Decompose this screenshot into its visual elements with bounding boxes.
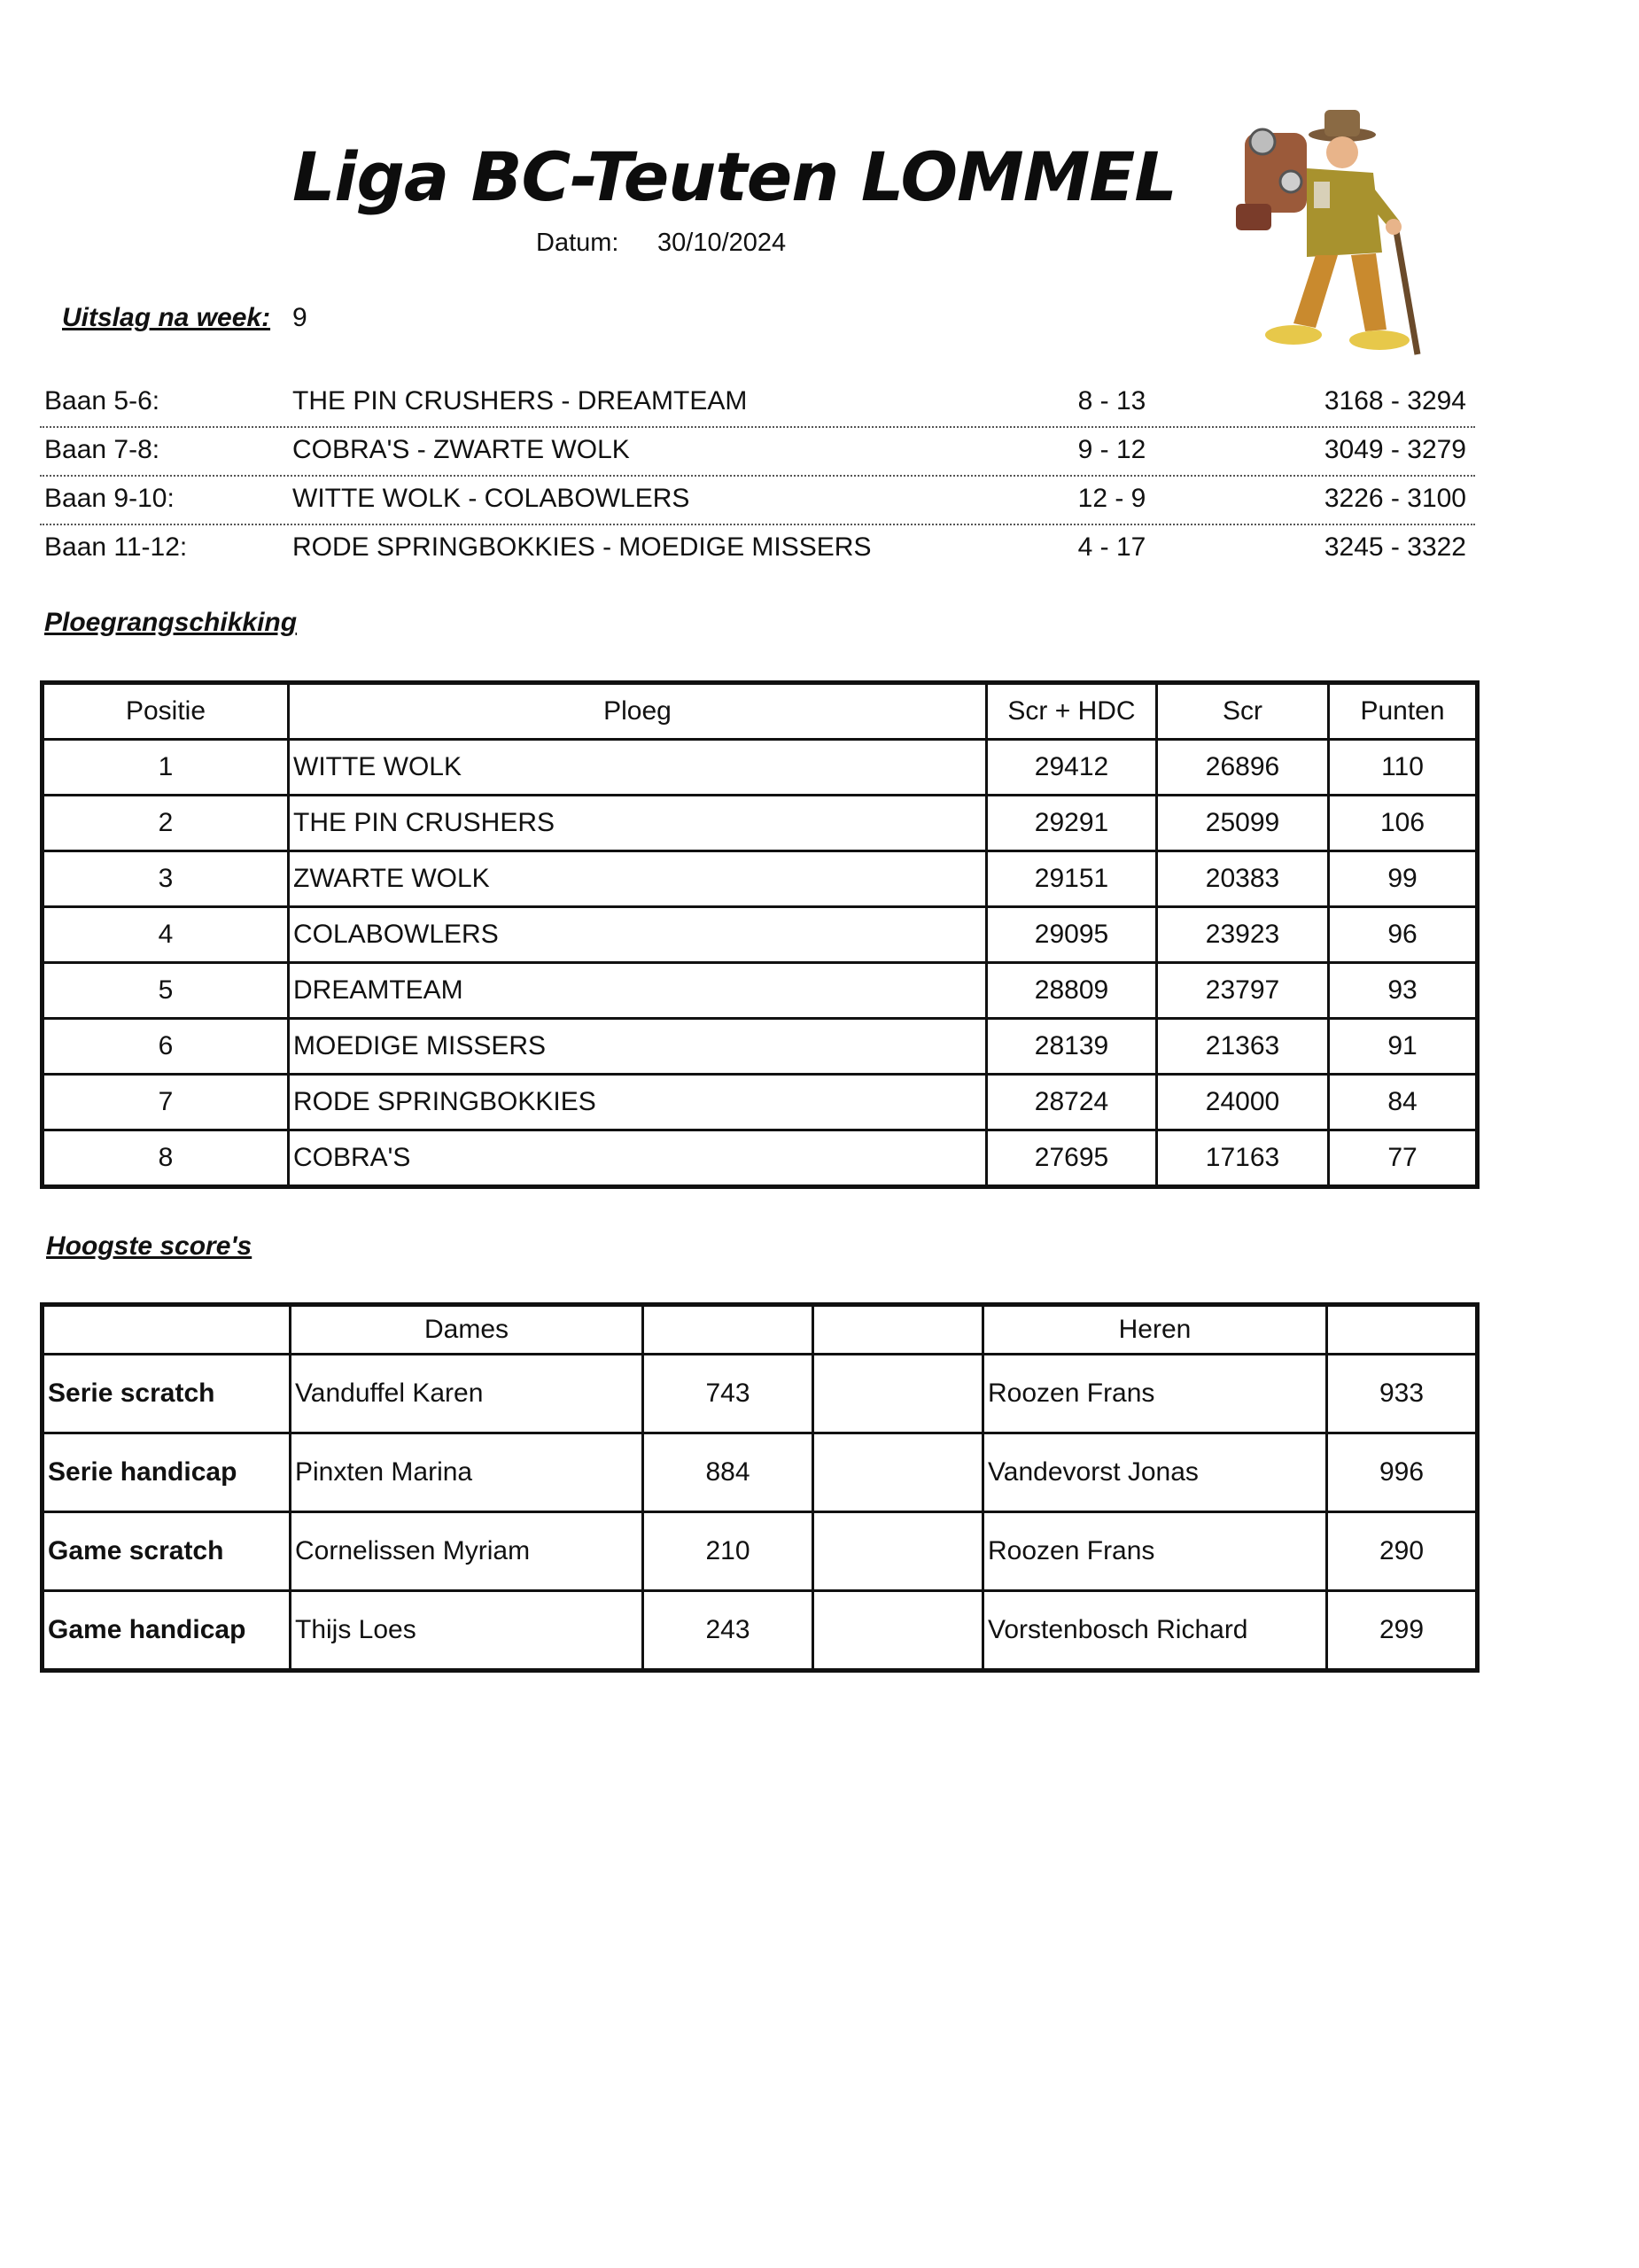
col-header-heren: Heren xyxy=(983,1305,1327,1355)
cell-points: 84 xyxy=(1329,1075,1478,1130)
cell-position: 3 xyxy=(43,851,289,907)
cell-category: Serie scratch xyxy=(43,1355,291,1433)
match-row xyxy=(40,477,1475,525)
cell-position: 8 xyxy=(43,1130,289,1187)
cell-position: 1 xyxy=(43,740,289,796)
match-points: 4 - 17 xyxy=(1077,532,1146,562)
match-scores: 3049 - 3279 xyxy=(1324,435,1466,464)
table-row xyxy=(43,1130,1478,1187)
cell-scr-hdc: 29291 xyxy=(987,796,1157,851)
table-row xyxy=(43,1075,1478,1130)
match-scores: 3226 - 3100 xyxy=(1324,484,1466,513)
cell-position: 5 xyxy=(43,963,289,1019)
cell-scr-hdc: 28139 xyxy=(987,1019,1157,1075)
match-scores: 3168 - 3294 xyxy=(1324,386,1466,416)
cell-team: MOEDIGE MISSERS xyxy=(289,1019,987,1075)
date-label: Datum: xyxy=(536,229,619,257)
highscore-table xyxy=(40,1302,1480,1673)
cell-scr: 17163 xyxy=(1157,1130,1329,1187)
col-header-dames: Dames xyxy=(291,1305,643,1355)
match-teams: THE PIN CRUSHERS - DREAMTEAM xyxy=(292,386,748,416)
highscore-header-row xyxy=(43,1305,1478,1355)
page-title: Liga BC-Teuten LOMMEL xyxy=(292,137,1177,216)
cell-points: 99 xyxy=(1329,851,1478,907)
cell-position: 6 xyxy=(43,1019,289,1075)
table-row xyxy=(43,1433,1478,1512)
table-row xyxy=(43,1019,1478,1075)
table-row xyxy=(43,1355,1478,1433)
match-row xyxy=(40,525,1475,572)
cell-points: 91 xyxy=(1329,1019,1478,1075)
cell-team: COBRA'S xyxy=(289,1130,987,1187)
cell-heren-name: Vorstenbosch Richard xyxy=(983,1591,1327,1671)
cell-dames-score: 884 xyxy=(643,1433,813,1512)
ranking-table xyxy=(40,680,1480,1189)
empty-cell xyxy=(643,1305,813,1355)
ranking-label: Ploegrangschikking xyxy=(44,608,298,637)
table-row xyxy=(43,1512,1478,1591)
cell-position: 4 xyxy=(43,907,289,963)
ranking-header-row xyxy=(43,683,1478,740)
cell-points: 106 xyxy=(1329,796,1478,851)
date-value: 30/10/2024 xyxy=(657,229,787,257)
cell-dames-name: Cornelissen Myriam xyxy=(291,1512,643,1591)
empty-cell xyxy=(813,1305,983,1355)
cell-team: ZWARTE WOLK xyxy=(289,851,987,907)
match-points: 9 - 12 xyxy=(1077,435,1146,464)
cell-team: THE PIN CRUSHERS xyxy=(289,796,987,851)
cell-dames-score: 210 xyxy=(643,1512,813,1591)
match-lane: Baan 11-12: xyxy=(44,532,188,562)
cell-category: Serie handicap xyxy=(43,1433,291,1512)
match-teams: WITTE WOLK - COLABOWLERS xyxy=(292,484,690,513)
cell-dames-name: Vanduffel Karen xyxy=(291,1355,643,1433)
table-row xyxy=(43,851,1478,907)
match-row xyxy=(40,379,1475,428)
cell-heren-name: Roozen Frans xyxy=(983,1355,1327,1433)
cell-points: 96 xyxy=(1329,907,1478,963)
cell-scr: 24000 xyxy=(1157,1075,1329,1130)
cell-heren-name: Vandevorst Jonas xyxy=(983,1433,1327,1512)
cell-dames-score: 743 xyxy=(643,1355,813,1433)
empty-cell xyxy=(43,1305,291,1355)
empty-cell xyxy=(813,1591,983,1671)
cell-position: 2 xyxy=(43,796,289,851)
cell-scr-hdc: 27695 xyxy=(987,1130,1157,1187)
cell-scr: 20383 xyxy=(1157,851,1329,907)
empty-cell xyxy=(813,1433,983,1512)
highscore-label: Hoogste score's xyxy=(46,1231,252,1261)
cell-points: 110 xyxy=(1329,740,1478,796)
cell-heren-score: 299 xyxy=(1327,1591,1478,1671)
cell-scr-hdc: 28809 xyxy=(987,963,1157,1019)
week-label: Uitslag na week: xyxy=(62,303,271,332)
cell-dames-name: Pinxten Marina xyxy=(291,1433,643,1512)
col-header-ploeg: Ploeg xyxy=(289,683,987,740)
cell-heren-score: 290 xyxy=(1327,1512,1478,1591)
empty-cell xyxy=(813,1355,983,1433)
cell-team: RODE SPRINGBOKKIES xyxy=(289,1075,987,1130)
match-teams: COBRA'S - ZWARTE WOLK xyxy=(292,435,630,464)
cell-scr: 25099 xyxy=(1157,796,1329,851)
cell-scr: 23923 xyxy=(1157,907,1329,963)
cell-heren-name: Roozen Frans xyxy=(983,1512,1327,1591)
cell-scr-hdc: 29412 xyxy=(987,740,1157,796)
cell-scr-hdc: 29151 xyxy=(987,851,1157,907)
empty-cell xyxy=(813,1512,983,1591)
cell-scr: 23797 xyxy=(1157,963,1329,1019)
cell-scr: 21363 xyxy=(1157,1019,1329,1075)
cell-category: Game handicap xyxy=(43,1591,291,1671)
table-row xyxy=(43,740,1478,796)
match-lane: Baan 7-8: xyxy=(44,435,160,464)
match-scores: 3245 - 3322 xyxy=(1324,532,1466,562)
col-header-scr: Scr xyxy=(1157,683,1329,740)
cell-points: 93 xyxy=(1329,963,1478,1019)
table-row xyxy=(43,796,1478,851)
cell-points: 77 xyxy=(1329,1130,1478,1187)
match-teams: RODE SPRINGBOKKIES - MOEDIGE MISSERS xyxy=(292,532,872,562)
cell-category: Game scratch xyxy=(43,1512,291,1591)
cell-team: DREAMTEAM xyxy=(289,963,987,1019)
match-lane: Baan 9-10: xyxy=(44,484,175,513)
col-header-scr-hdc: Scr + HDC xyxy=(987,683,1157,740)
cell-position: 7 xyxy=(43,1075,289,1130)
match-points: 12 - 9 xyxy=(1077,484,1146,513)
table-row xyxy=(43,963,1478,1019)
cell-scr: 26896 xyxy=(1157,740,1329,796)
match-results xyxy=(40,379,1475,572)
match-lane: Baan 5-6: xyxy=(44,386,160,416)
table-row xyxy=(43,907,1478,963)
cell-dames-score: 243 xyxy=(643,1591,813,1671)
cell-dames-name: Thijs Loes xyxy=(291,1591,643,1671)
match-points: 8 - 13 xyxy=(1077,386,1146,416)
teut-peddler-icon xyxy=(1209,97,1422,363)
empty-cell xyxy=(1327,1305,1478,1355)
cell-scr-hdc: 28724 xyxy=(987,1075,1157,1130)
col-header-punten: Punten xyxy=(1329,683,1478,740)
cell-heren-score: 933 xyxy=(1327,1355,1478,1433)
cell-team: COLABOWLERS xyxy=(289,907,987,963)
week-value: 9 xyxy=(292,303,307,332)
match-row xyxy=(40,428,1475,477)
col-header-positie: Positie xyxy=(43,683,289,740)
cell-scr-hdc: 29095 xyxy=(987,907,1157,963)
cell-team: WITTE WOLK xyxy=(289,740,987,796)
table-row xyxy=(43,1591,1478,1671)
cell-heren-score: 996 xyxy=(1327,1433,1478,1512)
